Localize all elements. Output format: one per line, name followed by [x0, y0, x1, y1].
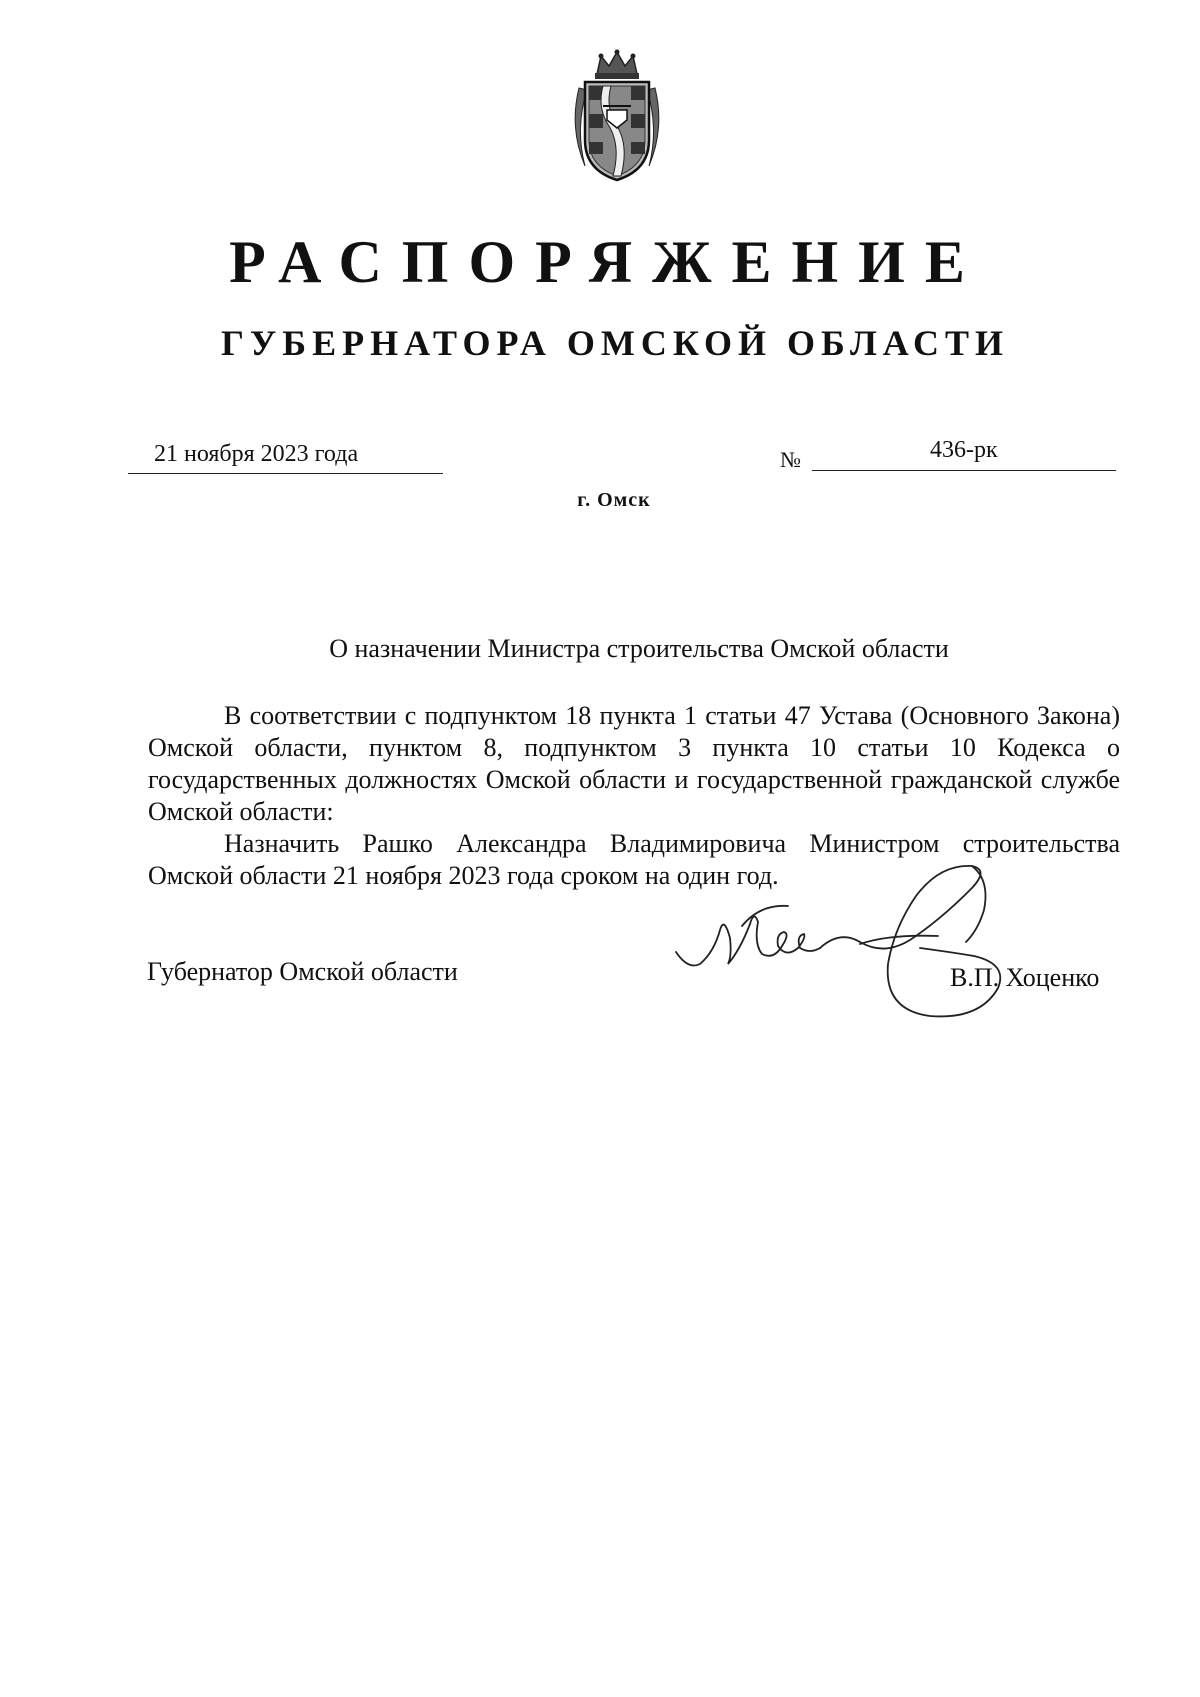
body-paragraph-appointment: Назначить Рашко Александра Владимировича Министром строительства Омской области 21 ноября 2023 года сроком на один год.	[148, 829, 1120, 890]
number-label: №	[780, 447, 801, 472]
document-subtitle: ГУБЕРНАТОРА ОМСКОЙ ОБЛАСТИ	[220, 323, 1010, 363]
document-number: 436-рк	[930, 437, 998, 463]
date-field	[128, 441, 443, 474]
document-title: РАСПОРЯЖЕНИЕ	[229, 229, 985, 295]
document-subject: О назначении Министра строительства Омской области	[329, 634, 949, 663]
document-city: г. Омск	[577, 489, 651, 511]
body-paragraph-basis: В соответствии с подпунктом 18 пункта 1 статьи 47 Устава (Основного Закона) Омской области, пунктом 8, подпунктом 3 пункта 10 статьи 10 Кодекса о государственных должностях Омской области и государственной гражданской службе Омской области:	[148, 701, 1120, 826]
number-field	[812, 437, 1116, 471]
signer-name: В.П. Хоценко	[950, 963, 1100, 992]
signer-position: Губернатор Омской области	[147, 957, 458, 986]
coat-of-arms-icon	[567, 48, 667, 184]
document-date: 21 ноября 2023 года	[154, 441, 359, 467]
signature-icon	[670, 860, 1050, 1040]
